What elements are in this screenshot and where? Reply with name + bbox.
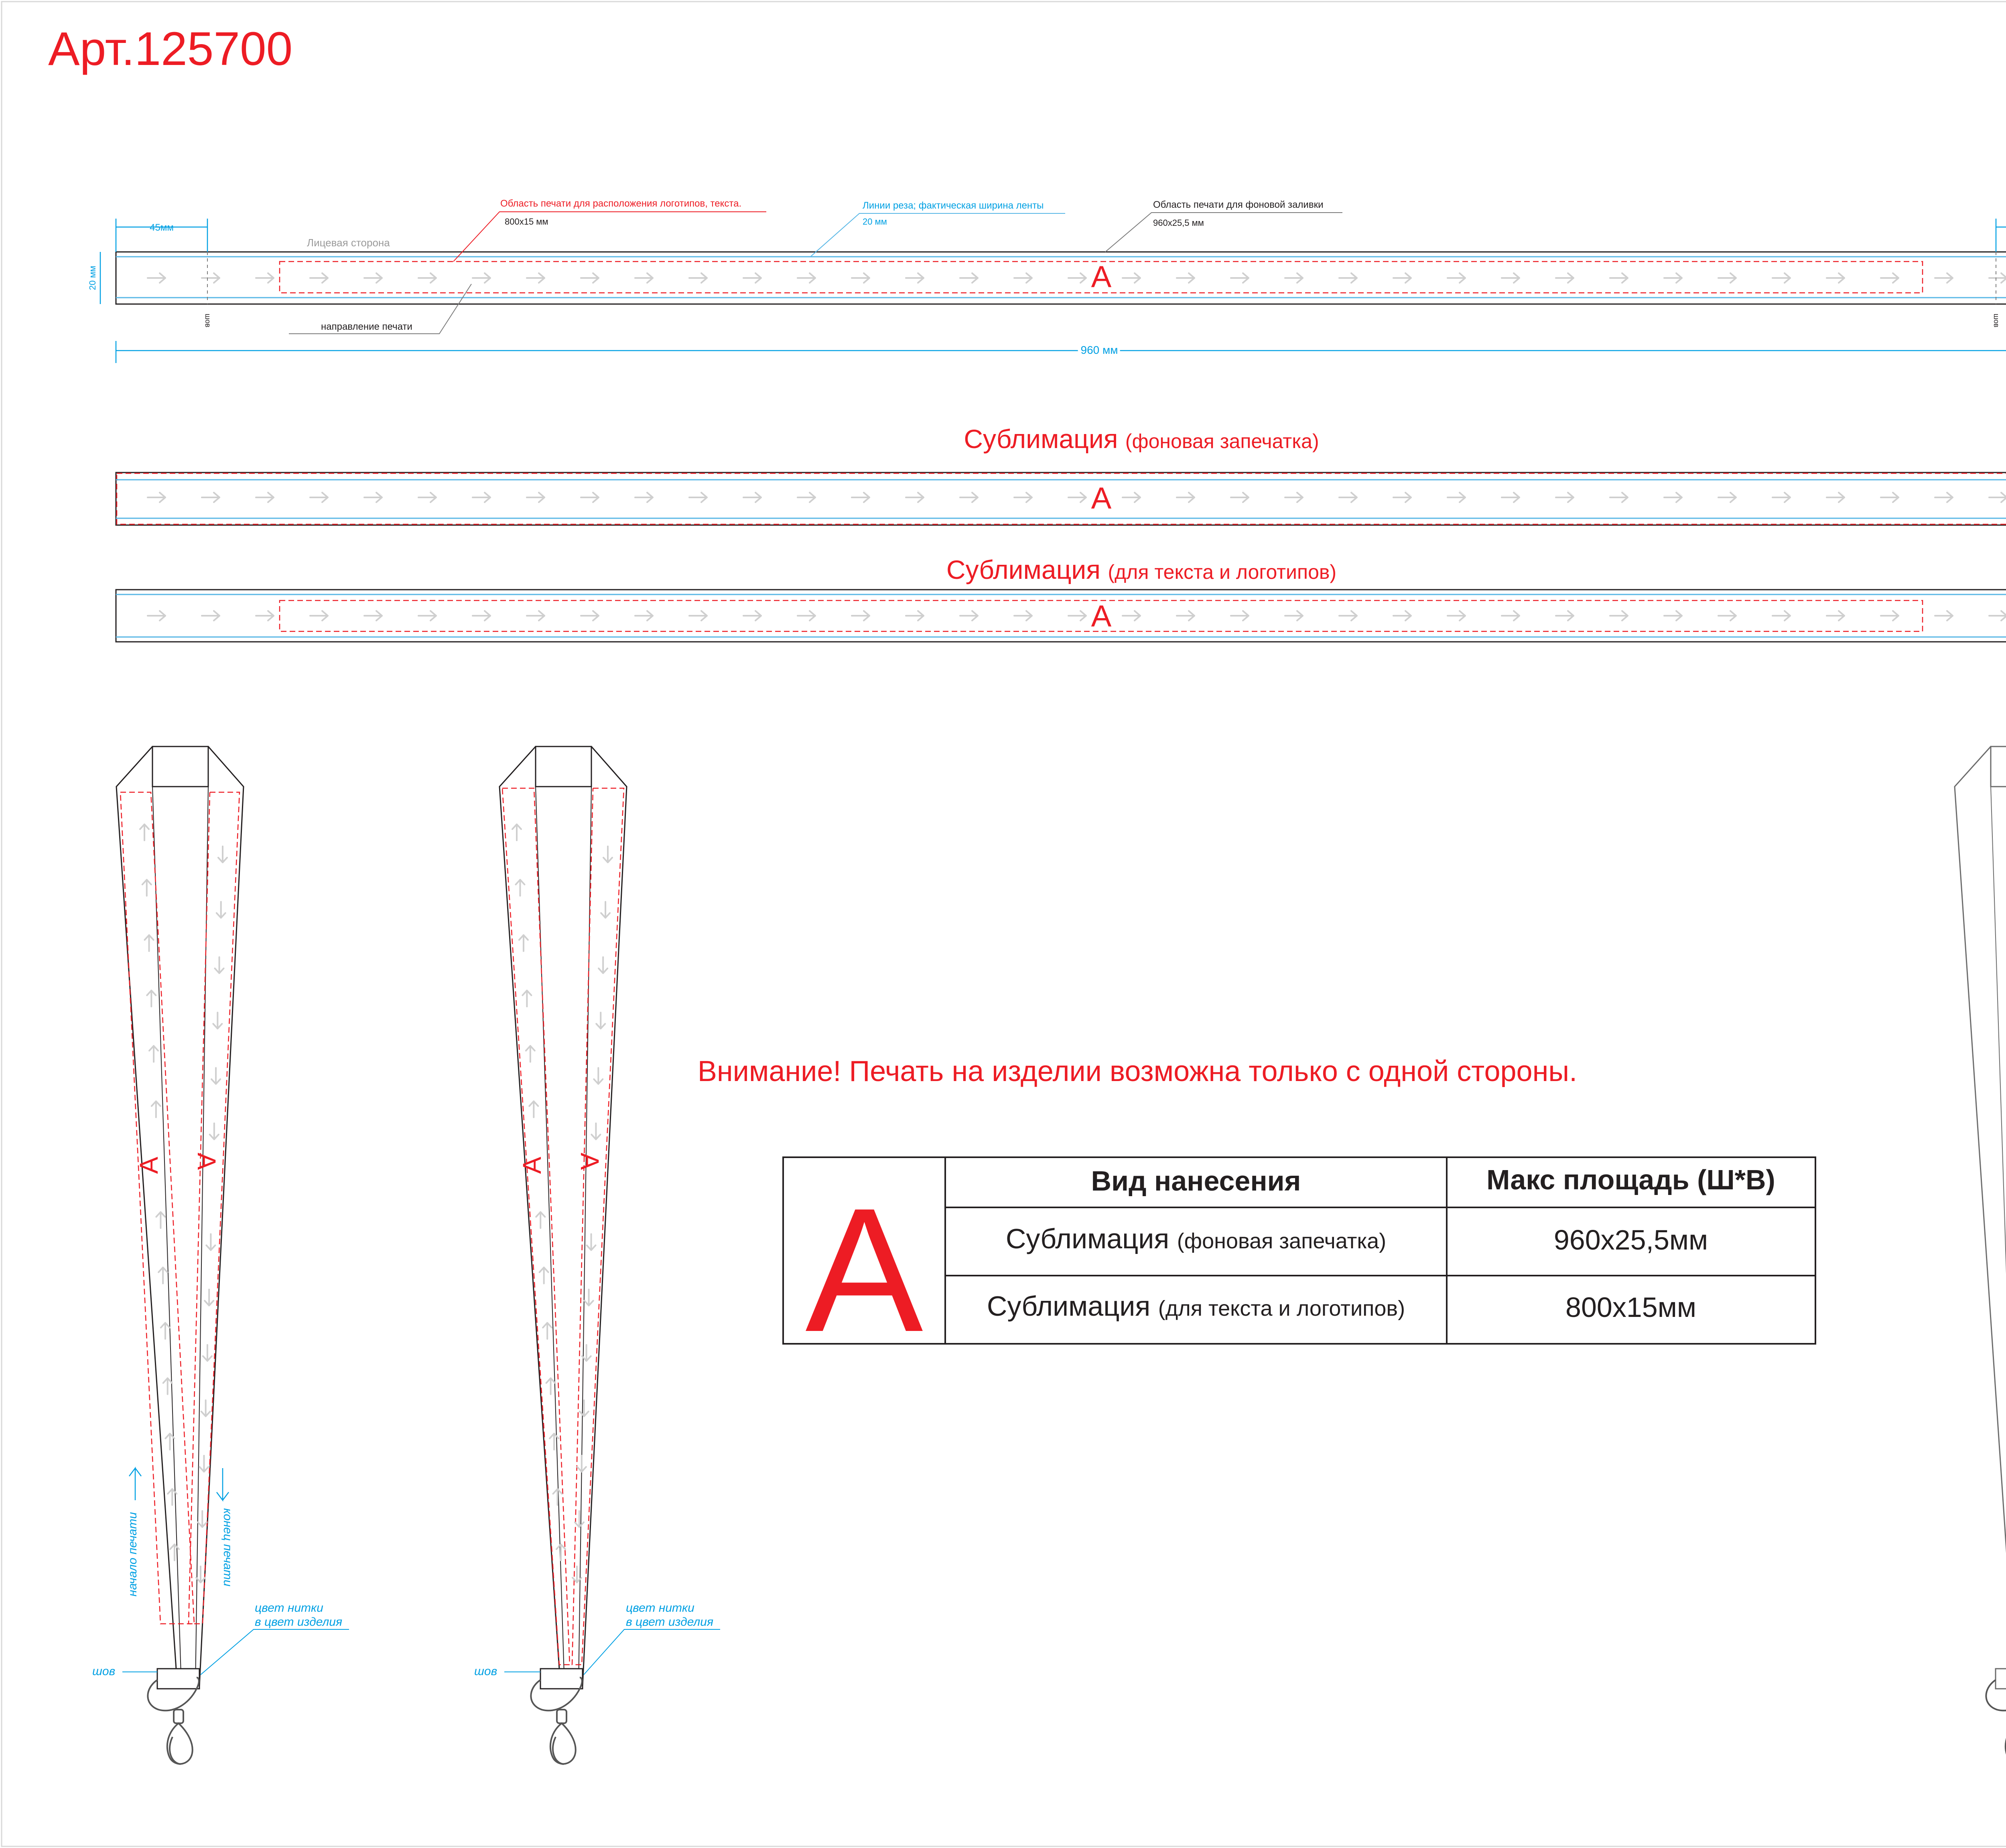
- warning-text: Внимание! Печать на изделии возможна только с одной стороны.: [697, 1055, 1578, 1087]
- table-row-2-method-main: Сублимация: [987, 1290, 1151, 1322]
- direction-arrow-icon: [1935, 493, 1953, 502]
- direction-arrow-icon: [1610, 611, 1628, 621]
- direction-arrow-icon: [906, 493, 924, 502]
- strip-fill-title-sub: (фоновая запечатка): [1125, 430, 1319, 452]
- direction-arrow-icon: [798, 273, 815, 283]
- lanyard-middle: [474, 747, 720, 1764]
- direction-arrow-icon: [1502, 273, 1519, 283]
- direction-arrow-icon: [1664, 273, 1682, 283]
- direction-arrow-icon: [635, 611, 653, 621]
- direction-arrow-icon: [1014, 611, 1032, 621]
- direction-arrow-icon: [635, 493, 653, 502]
- table-row-1-area: 960х25,5мм: [1553, 1224, 1708, 1256]
- leader-cut-lines: [810, 213, 1065, 257]
- direction-arrow-icon: [310, 493, 328, 502]
- lanyard-middle-seam: [540, 1669, 583, 1689]
- direction-arrow-icon: [1773, 273, 1790, 283]
- label-print-direction: направление печати: [321, 321, 412, 332]
- direction-arrow-icon: [310, 273, 328, 283]
- direction-arrow-icon: [1231, 273, 1249, 283]
- direction-arrow-icon: [1448, 493, 1465, 502]
- strip-fill-outline: [116, 473, 2006, 525]
- direction-arrow-icon: [527, 273, 544, 283]
- direction-arrow-icon: [1502, 611, 1519, 621]
- label-thread-1: цвет нитки: [255, 1601, 323, 1615]
- direction-arrow-icon: [473, 611, 490, 621]
- strip-logos-text: [116, 555, 2006, 642]
- print-direction-arrows: [148, 493, 2006, 502]
- direction-arrow-icon: [1827, 493, 1844, 502]
- dim-left-label: 45мм: [150, 222, 174, 233]
- direction-arrow-icon: [689, 611, 707, 621]
- direction-arrow-icon: [1177, 493, 1194, 502]
- direction-arrow-icon: [1448, 273, 1465, 283]
- direction-arrow-icon: [256, 273, 274, 283]
- direction-arrow-icon: [1393, 493, 1411, 502]
- direction-arrow-icon: [202, 493, 219, 502]
- direction-arrow-icon: [310, 611, 328, 621]
- lanyard-left-swivel: [174, 1710, 183, 1723]
- direction-arrow-icon: [1123, 611, 1140, 621]
- direction-arrow-icon: [1068, 273, 1086, 283]
- direction-arrow-icon: [1231, 493, 1249, 502]
- dim-total-label: 960 мм: [1080, 344, 1118, 356]
- direction-arrow-icon: [148, 493, 165, 502]
- direction-arrow-icon: [1177, 273, 1194, 283]
- print-direction-arrows: [148, 273, 2006, 283]
- direction-arrow-icon: [364, 611, 382, 621]
- strip-fill-title-main: Сублимация: [964, 424, 1118, 454]
- direction-arrow-icon: [960, 493, 978, 502]
- direction-arrow-icon: [1448, 611, 1465, 621]
- direction-arrow-icon: [581, 273, 599, 283]
- strip-fill-title: [964, 424, 1319, 454]
- zone-letter-up: А: [518, 1156, 546, 1174]
- direction-arrow-icon: [1935, 611, 1953, 621]
- direction-arrow-icon: [1881, 273, 1898, 283]
- direction-arrow-icon: [852, 273, 869, 283]
- zone-letter: А: [1091, 260, 1112, 294]
- direction-arrow-icon: [1339, 611, 1357, 621]
- label-thread-1: цвет нитки: [626, 1601, 694, 1615]
- direction-arrow-icon: [1718, 493, 1736, 502]
- direction-arrow-icon: [1285, 611, 1303, 621]
- leader-thread: [584, 1629, 720, 1675]
- direction-arrow-icon: [1285, 273, 1303, 283]
- label-cut-lines: Линии реза; фактическая ширина ленты: [863, 200, 1044, 211]
- direction-arrow-icon: [418, 273, 436, 283]
- direction-arrow-icon: [1827, 273, 1844, 283]
- table-row-2-method: [987, 1290, 1405, 1322]
- leader-logo-area: [453, 212, 766, 262]
- direction-arrow-icon: [527, 493, 544, 502]
- print-direction-arrows: [148, 611, 2006, 621]
- direction-arrow-icon: [1556, 273, 1574, 283]
- direction-arrow-icon: [743, 493, 761, 502]
- direction-arrow-icon: [418, 493, 436, 502]
- direction-arrow-icon: [418, 611, 436, 621]
- table-zone-letter: А: [805, 1172, 923, 1369]
- lanyard-right-seam: [1996, 1669, 2006, 1689]
- direction-arrow-icon: [798, 611, 815, 621]
- zone-letter-down: А: [192, 1152, 221, 1170]
- direction-arrow-icon: [1339, 493, 1357, 502]
- label-print-start: начало печати: [126, 1512, 139, 1596]
- label-print-end: конец печати: [221, 1508, 234, 1586]
- direction-arrow-icon: [364, 273, 382, 283]
- label-thread-2: в цвет изделия: [626, 1615, 714, 1629]
- direction-arrow-icon: [689, 493, 707, 502]
- zone-letter: А: [1091, 599, 1112, 633]
- direction-arrow-icon: [1393, 611, 1411, 621]
- article-number: Арт.125700: [48, 22, 293, 75]
- direction-arrow-icon: [1014, 493, 1032, 502]
- lanyard-left-carabiner-icon: [148, 1678, 199, 1764]
- direction-arrow-icon: [1773, 493, 1790, 502]
- direction-arrow-icon: [1285, 493, 1303, 502]
- lanyard-right: [1955, 747, 2006, 1764]
- direction-arrow-icon: [1664, 611, 1682, 621]
- direction-arrow-icon: [1068, 611, 1086, 621]
- direction-arrow-icon: [1935, 273, 1953, 283]
- direction-arrow-icon: [852, 493, 869, 502]
- direction-arrow-icon: [960, 273, 978, 283]
- direction-arrow-icon: [798, 493, 815, 502]
- direction-arrow-icon: [1231, 611, 1249, 621]
- direction-arrow-icon: [256, 493, 274, 502]
- label-thread-2: в цвет изделия: [255, 1615, 343, 1629]
- dim-height-label: 20 мм: [87, 266, 97, 290]
- direction-arrow-icon: [1502, 493, 1519, 502]
- direction-arrow-icon: [1177, 611, 1194, 621]
- zone-letter-down: А: [575, 1152, 604, 1170]
- direction-arrow-icon: [1827, 611, 1844, 621]
- direction-arrow-icon: [906, 273, 924, 283]
- direction-arrow-icon: [1881, 611, 1898, 621]
- direction-arrow-icon: [1123, 493, 1140, 502]
- lanyard-left-seam: [157, 1669, 199, 1689]
- direction-arrow-icon: [473, 493, 490, 502]
- direction-arrow-icon: [581, 493, 599, 502]
- direction-arrow-icon: [1339, 273, 1357, 283]
- table-header-area: Макс площадь (Ш*В): [1486, 1164, 1775, 1195]
- arrow-print-end: [217, 1468, 229, 1500]
- table-row-1-method-main: Сублимация: [1005, 1223, 1169, 1254]
- direction-arrow-icon: [743, 611, 761, 621]
- direction-arrow-icon: [1068, 493, 1086, 502]
- label-cut-width: 20 мм: [863, 217, 887, 227]
- arrow-print-start: [129, 1468, 141, 1500]
- label-fill-size: 960х25,5 мм: [1153, 218, 1204, 228]
- lanyard-right-body: [1955, 747, 2006, 1686]
- direction-arrow-icon: [1989, 611, 2006, 621]
- label-face-side: Лицевая сторона: [307, 237, 390, 249]
- direction-arrow-icon: [1610, 273, 1628, 283]
- table-row-2-area: 800х15мм: [1565, 1292, 1696, 1323]
- direction-arrow-icon: [1664, 493, 1682, 502]
- zone-letter: А: [1091, 481, 1112, 515]
- label-logo-area: Область печати для расположения логотипов, текста.: [500, 198, 742, 209]
- direction-arrow-icon: [1556, 611, 1574, 621]
- label-seam: шов: [92, 1665, 116, 1678]
- direction-arrow-icon: [1393, 273, 1411, 283]
- table-row-1-method-sub: (фоновая запечатка): [1177, 1229, 1387, 1253]
- leader-thread: [201, 1629, 349, 1675]
- zone-letter-up: А: [134, 1156, 163, 1174]
- direction-arrow-icon: [202, 273, 219, 283]
- dimensioned-strip: [87, 198, 2006, 363]
- direction-arrow-icon: [743, 273, 761, 283]
- direction-arrow-icon: [906, 611, 924, 621]
- direction-arrow-icon: [473, 273, 490, 283]
- lanyard-right-carabiner-icon: [1986, 1678, 2006, 1764]
- print-methods-table: [783, 1157, 1815, 1369]
- strip-background-fill: [116, 424, 2006, 525]
- strip-logo-title-main: Сублимация: [946, 555, 1101, 584]
- label-fill-area: Область печати для фоновой заливки: [1153, 199, 1324, 210]
- direction-arrow-icon: [1989, 273, 2006, 283]
- direction-arrow-icon: [581, 611, 599, 621]
- seam-label-right: шов: [1992, 314, 2000, 328]
- lanyard-middle-swivel: [557, 1710, 566, 1723]
- lanyard-middle-carabiner-icon: [531, 1678, 582, 1764]
- direction-arrow-icon: [202, 611, 219, 621]
- direction-arrow-icon: [1123, 273, 1140, 283]
- direction-arrow-icon: [1881, 493, 1898, 502]
- direction-arrow-icon: [689, 273, 707, 283]
- strip-logo-title-sub: (для текста и логотипов): [1108, 561, 1337, 583]
- direction-arrow-icon: [1610, 493, 1628, 502]
- table-row-1-method: [1006, 1223, 1386, 1254]
- table-row-2-method-sub: (для текста и логотипов): [1158, 1296, 1405, 1321]
- strip-logo-title: [946, 555, 1336, 584]
- direction-arrow-icon: [1014, 273, 1032, 283]
- direction-arrow-icon: [960, 611, 978, 621]
- leader-fill-area: [1105, 213, 1342, 252]
- direction-arrow-icon: [148, 273, 165, 283]
- direction-arrow-icon: [148, 611, 165, 621]
- direction-arrow-icon: [1773, 611, 1790, 621]
- direction-arrow-icon: [852, 611, 869, 621]
- seam-label-left: шов: [204, 314, 212, 328]
- strip-fill-print-area: [117, 473, 2006, 524]
- table-header-method: Вид нанесения: [1091, 1165, 1301, 1197]
- lanyard-left: [92, 747, 349, 1764]
- direction-arrow-icon: [256, 611, 274, 621]
- label-seam: шов: [474, 1665, 497, 1678]
- label-logo-size: 800х15 мм: [505, 217, 548, 227]
- direction-arrow-icon: [1989, 493, 2006, 502]
- direction-arrow-icon: [635, 273, 653, 283]
- direction-arrow-icon: [527, 611, 544, 621]
- direction-arrow-icon: [1718, 273, 1736, 283]
- lanyard-middle-body: [499, 747, 627, 1686]
- direction-arrow-icon: [1556, 493, 1574, 502]
- page-frame: [2, 2, 2006, 1846]
- direction-arrow-icon: [364, 493, 382, 502]
- direction-arrow-icon: [1718, 611, 1736, 621]
